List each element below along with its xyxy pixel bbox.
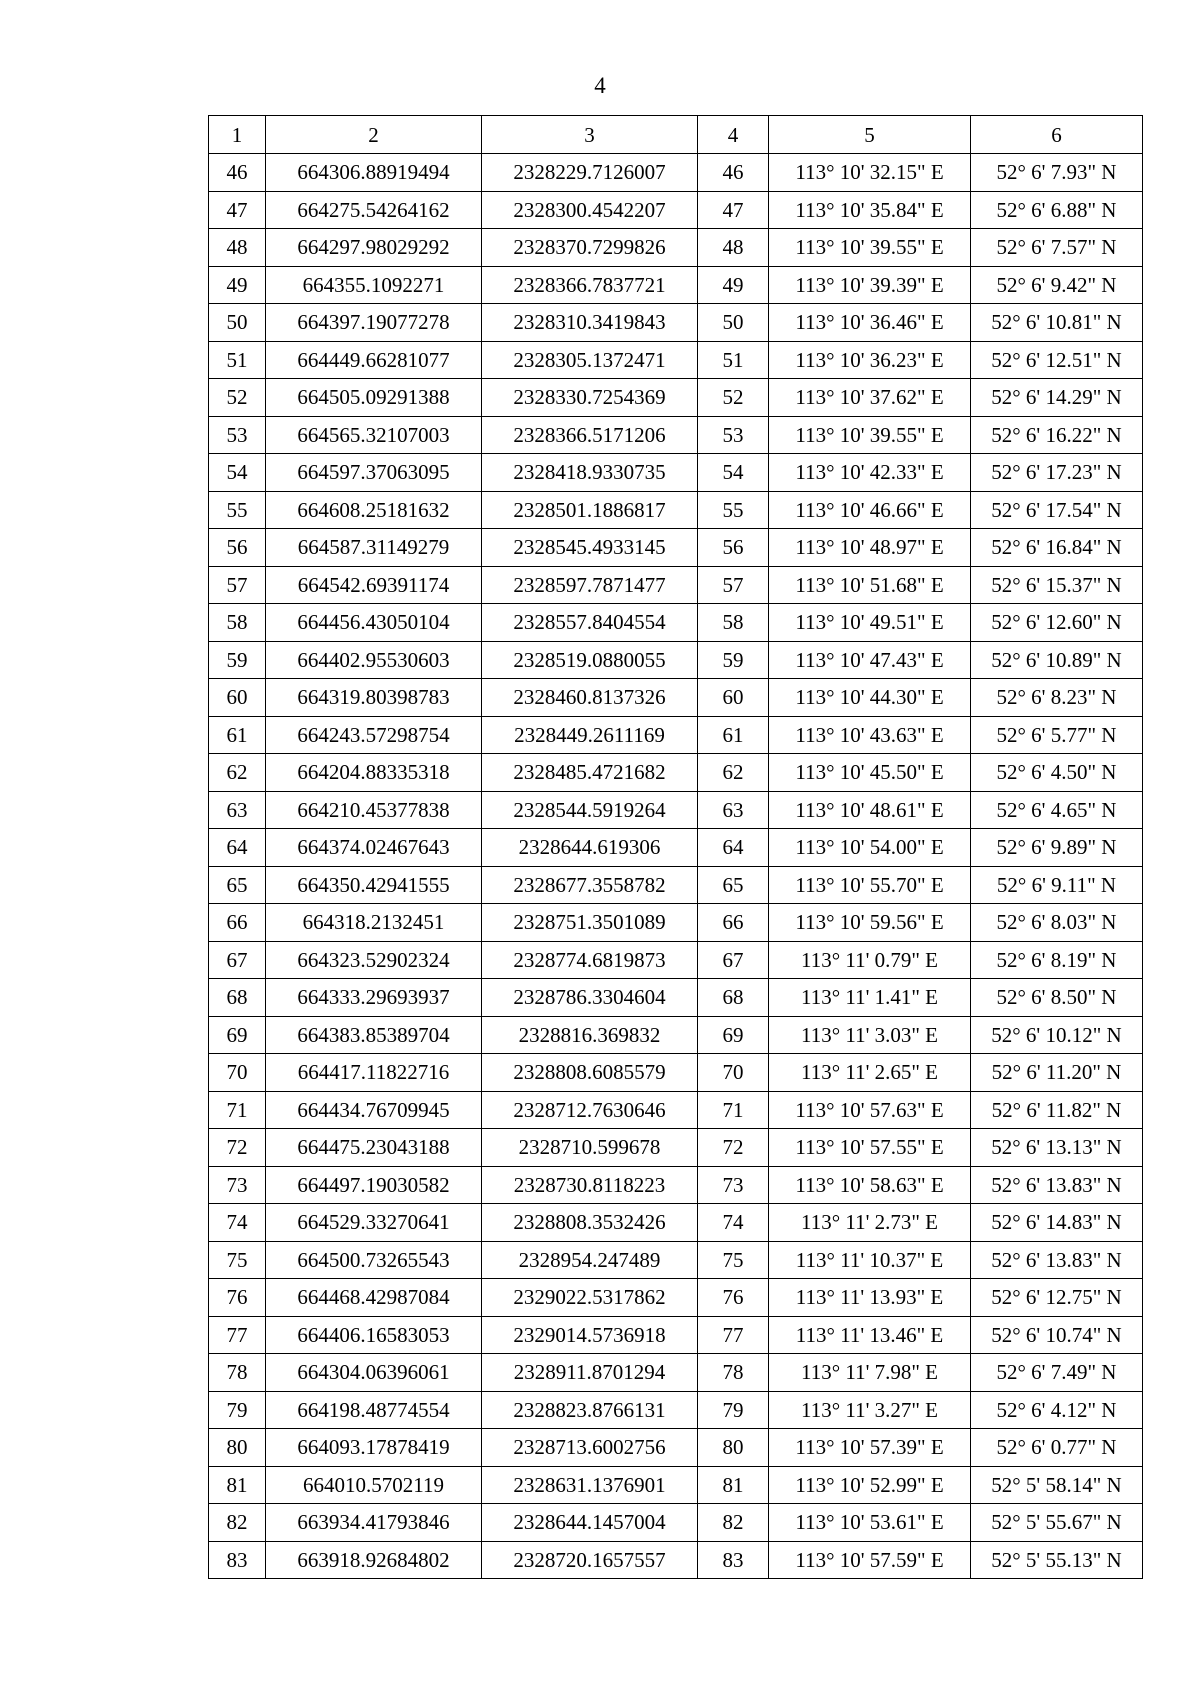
- point-number-cell: 75: [209, 1241, 266, 1279]
- x-coordinate-cell: 664500.73265543: [266, 1241, 482, 1279]
- x-coordinate-cell: 664597.37063095: [266, 454, 482, 492]
- longitude-cell: 113° 10' 57.39" E: [769, 1429, 971, 1467]
- table-row: [209, 1279, 1143, 1317]
- point-number-cell: 67: [698, 941, 769, 979]
- longitude-cell: 113° 11' 3.27" E: [769, 1391, 971, 1429]
- point-number-cell: 72: [209, 1129, 266, 1167]
- point-number-cell: 81: [209, 1466, 266, 1504]
- point-number-cell: 58: [698, 604, 769, 642]
- longitude-cell: 113° 10' 37.62" E: [769, 379, 971, 417]
- x-coordinate-cell: 664587.31149279: [266, 529, 482, 567]
- y-coordinate-cell: 2328730.8118223: [482, 1166, 698, 1204]
- table-row: [209, 529, 1143, 567]
- table-row: [209, 679, 1143, 717]
- point-number-cell: 54: [209, 454, 266, 492]
- longitude-cell: 113° 10' 47.43" E: [769, 641, 971, 679]
- point-number-cell: 76: [698, 1279, 769, 1317]
- x-coordinate-cell: 664565.32107003: [266, 416, 482, 454]
- latitude-cell: 52° 6' 4.12" N: [971, 1391, 1143, 1429]
- table-row: [209, 379, 1143, 417]
- point-number-cell: 68: [698, 979, 769, 1017]
- column-header: 2: [266, 116, 482, 154]
- latitude-cell: 52° 6' 8.23" N: [971, 679, 1143, 717]
- point-number-cell: 66: [209, 904, 266, 942]
- latitude-cell: 52° 6' 10.74" N: [971, 1316, 1143, 1354]
- table-row: [209, 1241, 1143, 1279]
- y-coordinate-cell: 2328823.8766131: [482, 1391, 698, 1429]
- latitude-cell: 52° 6' 16.84" N: [971, 529, 1143, 567]
- point-number-cell: 72: [698, 1129, 769, 1167]
- point-number-cell: 61: [209, 716, 266, 754]
- point-number-cell: 65: [698, 866, 769, 904]
- y-coordinate-cell: 2328449.2611169: [482, 716, 698, 754]
- point-number-cell: 76: [209, 1279, 266, 1317]
- longitude-cell: 113° 10' 35.84" E: [769, 191, 971, 229]
- page-number: 4: [594, 73, 606, 98]
- x-coordinate-cell: 664434.76709945: [266, 1091, 482, 1129]
- x-coordinate-cell: 664093.17878419: [266, 1429, 482, 1467]
- point-number-cell: 48: [698, 229, 769, 267]
- point-number-cell: 63: [698, 791, 769, 829]
- latitude-cell: 52° 6' 16.22" N: [971, 416, 1143, 454]
- point-number-cell: 82: [209, 1504, 266, 1542]
- x-coordinate-cell: 664374.02467643: [266, 829, 482, 867]
- point-number-cell: 46: [698, 154, 769, 192]
- longitude-cell: 113° 10' 48.97" E: [769, 529, 971, 567]
- y-coordinate-cell: 2328366.7837721: [482, 266, 698, 304]
- x-coordinate-cell: 664456.43050104: [266, 604, 482, 642]
- table-header-row: [209, 116, 1143, 154]
- table-row: [209, 1016, 1143, 1054]
- longitude-cell: 113° 10' 52.99" E: [769, 1466, 971, 1504]
- latitude-cell: 52° 6' 7.57" N: [971, 229, 1143, 267]
- x-coordinate-cell: 664497.19030582: [266, 1166, 482, 1204]
- table-row: [209, 716, 1143, 754]
- point-number-cell: 55: [209, 491, 266, 529]
- table-row: [209, 1466, 1143, 1504]
- longitude-cell: 113° 10' 43.63" E: [769, 716, 971, 754]
- y-coordinate-cell: 2328519.0880055: [482, 641, 698, 679]
- latitude-cell: 52° 6' 6.88" N: [971, 191, 1143, 229]
- x-coordinate-cell: 663934.41793846: [266, 1504, 482, 1542]
- longitude-cell: 113° 10' 39.55" E: [769, 229, 971, 267]
- point-number-cell: 49: [209, 266, 266, 304]
- x-coordinate-cell: 664323.52902324: [266, 941, 482, 979]
- latitude-cell: 52° 6' 7.49" N: [971, 1354, 1143, 1392]
- table-row: [209, 1054, 1143, 1092]
- table-row: [209, 566, 1143, 604]
- point-number-cell: 52: [698, 379, 769, 417]
- longitude-cell: 113° 10' 48.61" E: [769, 791, 971, 829]
- y-coordinate-cell: 2328557.8404554: [482, 604, 698, 642]
- x-coordinate-cell: 664449.66281077: [266, 341, 482, 379]
- point-number-cell: 74: [209, 1204, 266, 1242]
- latitude-cell: 52° 6' 13.83" N: [971, 1241, 1143, 1279]
- point-number-cell: 70: [698, 1054, 769, 1092]
- latitude-cell: 52° 6' 4.50" N: [971, 754, 1143, 792]
- y-coordinate-cell: 2328954.247489: [482, 1241, 698, 1279]
- x-coordinate-cell: 664397.19077278: [266, 304, 482, 342]
- point-number-cell: 82: [698, 1504, 769, 1542]
- x-coordinate-cell: 664210.45377838: [266, 791, 482, 829]
- y-coordinate-cell: 2328712.7630646: [482, 1091, 698, 1129]
- latitude-cell: 52° 6' 7.93" N: [971, 154, 1143, 192]
- table-row: [209, 1166, 1143, 1204]
- longitude-cell: 113° 11' 2.65" E: [769, 1054, 971, 1092]
- longitude-cell: 113° 10' 46.66" E: [769, 491, 971, 529]
- y-coordinate-cell: 2328911.8701294: [482, 1354, 698, 1392]
- table-row: [209, 1204, 1143, 1242]
- x-coordinate-cell: 663918.92684802: [266, 1541, 482, 1579]
- y-coordinate-cell: 2329014.5736918: [482, 1316, 698, 1354]
- table-row: [209, 1091, 1143, 1129]
- point-number-cell: 73: [209, 1166, 266, 1204]
- latitude-cell: 52° 5' 55.67" N: [971, 1504, 1143, 1542]
- longitude-cell: 113° 10' 44.30" E: [769, 679, 971, 717]
- point-number-cell: 63: [209, 791, 266, 829]
- point-number-cell: 46: [209, 154, 266, 192]
- latitude-cell: 52° 6' 17.54" N: [971, 491, 1143, 529]
- x-coordinate-cell: 664198.48774554: [266, 1391, 482, 1429]
- x-coordinate-cell: 664529.33270641: [266, 1204, 482, 1242]
- point-number-cell: 80: [209, 1429, 266, 1467]
- longitude-cell: 113° 10' 39.55" E: [769, 416, 971, 454]
- latitude-cell: 52° 6' 10.81" N: [971, 304, 1143, 342]
- longitude-cell: 113° 10' 58.63" E: [769, 1166, 971, 1204]
- column-header: 6: [971, 116, 1143, 154]
- latitude-cell: 52° 6' 11.82" N: [971, 1091, 1143, 1129]
- longitude-cell: 113° 10' 53.61" E: [769, 1504, 971, 1542]
- y-coordinate-cell: 2328366.5171206: [482, 416, 698, 454]
- point-number-cell: 62: [209, 754, 266, 792]
- point-number-cell: 83: [209, 1541, 266, 1579]
- y-coordinate-cell: 2328677.3558782: [482, 866, 698, 904]
- longitude-cell: 113° 11' 2.73" E: [769, 1204, 971, 1242]
- y-coordinate-cell: 2328774.6819873: [482, 941, 698, 979]
- point-number-cell: 57: [698, 566, 769, 604]
- point-number-cell: 50: [698, 304, 769, 342]
- longitude-cell: 113° 10' 42.33" E: [769, 454, 971, 492]
- y-coordinate-cell: 2328545.4933145: [482, 529, 698, 567]
- point-number-cell: 59: [698, 641, 769, 679]
- point-number-cell: 77: [698, 1316, 769, 1354]
- x-coordinate-cell: 664542.69391174: [266, 566, 482, 604]
- longitude-cell: 113° 11' 13.93" E: [769, 1279, 971, 1317]
- point-number-cell: 55: [698, 491, 769, 529]
- point-number-cell: 57: [209, 566, 266, 604]
- point-number-cell: 68: [209, 979, 266, 1017]
- table-row: [209, 1316, 1143, 1354]
- coordinates-table: [208, 115, 1143, 1579]
- table-row: [209, 866, 1143, 904]
- longitude-cell: 113° 10' 36.23" E: [769, 341, 971, 379]
- point-number-cell: 81: [698, 1466, 769, 1504]
- point-number-cell: 48: [209, 229, 266, 267]
- point-number-cell: 47: [209, 191, 266, 229]
- table-row: [209, 754, 1143, 792]
- table-row: [209, 604, 1143, 642]
- point-number-cell: 70: [209, 1054, 266, 1092]
- x-coordinate-cell: 664383.85389704: [266, 1016, 482, 1054]
- longitude-cell: 113° 11' 10.37" E: [769, 1241, 971, 1279]
- x-coordinate-cell: 664355.1092271: [266, 266, 482, 304]
- y-coordinate-cell: 2328644.619306: [482, 829, 698, 867]
- longitude-cell: 113° 10' 55.70" E: [769, 866, 971, 904]
- latitude-cell: 52° 6' 9.89" N: [971, 829, 1143, 867]
- x-coordinate-cell: 664318.2132451: [266, 904, 482, 942]
- latitude-cell: 52° 6' 11.20" N: [971, 1054, 1143, 1092]
- x-coordinate-cell: 664010.5702119: [266, 1466, 482, 1504]
- column-header: 1: [209, 116, 266, 154]
- longitude-cell: 113° 10' 59.56" E: [769, 904, 971, 942]
- y-coordinate-cell: 2328720.1657557: [482, 1541, 698, 1579]
- point-number-cell: 78: [209, 1354, 266, 1392]
- longitude-cell: 113° 10' 51.68" E: [769, 566, 971, 604]
- point-number-cell: 67: [209, 941, 266, 979]
- table-row: [209, 1391, 1143, 1429]
- x-coordinate-cell: 664468.42987084: [266, 1279, 482, 1317]
- y-coordinate-cell: 2328710.599678: [482, 1129, 698, 1167]
- y-coordinate-cell: 2328751.3501089: [482, 904, 698, 942]
- y-coordinate-cell: 2328310.3419843: [482, 304, 698, 342]
- table-row: [209, 454, 1143, 492]
- point-number-cell: 54: [698, 454, 769, 492]
- table-row: [209, 304, 1143, 342]
- y-coordinate-cell: 2328501.1886817: [482, 491, 698, 529]
- point-number-cell: 47: [698, 191, 769, 229]
- x-coordinate-cell: 664505.09291388: [266, 379, 482, 417]
- table-row: [209, 829, 1143, 867]
- x-coordinate-cell: 664319.80398783: [266, 679, 482, 717]
- y-coordinate-cell: 2328713.6002756: [482, 1429, 698, 1467]
- y-coordinate-cell: 2328418.9330735: [482, 454, 698, 492]
- point-number-cell: 77: [209, 1316, 266, 1354]
- table-row: [209, 791, 1143, 829]
- longitude-cell: 113° 10' 49.51" E: [769, 604, 971, 642]
- table-row: [209, 416, 1143, 454]
- y-coordinate-cell: 2328644.1457004: [482, 1504, 698, 1542]
- x-coordinate-cell: 664333.29693937: [266, 979, 482, 1017]
- y-coordinate-cell: 2328544.5919264: [482, 791, 698, 829]
- point-number-cell: 83: [698, 1541, 769, 1579]
- latitude-cell: 52° 6' 10.89" N: [971, 641, 1143, 679]
- table-row: [209, 341, 1143, 379]
- point-number-cell: 59: [209, 641, 266, 679]
- latitude-cell: 52° 6' 9.42" N: [971, 266, 1143, 304]
- point-number-cell: 52: [209, 379, 266, 417]
- x-coordinate-cell: 664475.23043188: [266, 1129, 482, 1167]
- x-coordinate-cell: 664306.88919494: [266, 154, 482, 192]
- point-number-cell: 74: [698, 1204, 769, 1242]
- table-row: [209, 904, 1143, 942]
- y-coordinate-cell: 2328808.6085579: [482, 1054, 698, 1092]
- latitude-cell: 52° 6' 0.77" N: [971, 1429, 1143, 1467]
- table-row: [209, 979, 1143, 1017]
- y-coordinate-cell: 2328816.369832: [482, 1016, 698, 1054]
- latitude-cell: 52° 6' 8.19" N: [971, 941, 1143, 979]
- longitude-cell: 113° 10' 32.15" E: [769, 154, 971, 192]
- table-row: [209, 941, 1143, 979]
- point-number-cell: 79: [698, 1391, 769, 1429]
- column-header: 5: [769, 116, 971, 154]
- point-number-cell: 69: [698, 1016, 769, 1054]
- latitude-cell: 52° 6' 5.77" N: [971, 716, 1143, 754]
- point-number-cell: 64: [698, 829, 769, 867]
- point-number-cell: 64: [209, 829, 266, 867]
- longitude-cell: 113° 11' 1.41" E: [769, 979, 971, 1017]
- latitude-cell: 52° 5' 58.14" N: [971, 1466, 1143, 1504]
- x-coordinate-cell: 664297.98029292: [266, 229, 482, 267]
- point-number-cell: 79: [209, 1391, 266, 1429]
- latitude-cell: 52° 6' 12.51" N: [971, 341, 1143, 379]
- y-coordinate-cell: 2328330.7254369: [482, 379, 698, 417]
- y-coordinate-cell: 2328631.1376901: [482, 1466, 698, 1504]
- latitude-cell: 52° 6' 9.11" N: [971, 866, 1143, 904]
- table-row: [209, 154, 1143, 192]
- latitude-cell: 52° 6' 12.60" N: [971, 604, 1143, 642]
- table-row: [209, 1504, 1143, 1542]
- latitude-cell: 52° 6' 14.83" N: [971, 1204, 1143, 1242]
- y-coordinate-cell: 2328370.7299826: [482, 229, 698, 267]
- latitude-cell: 52° 6' 14.29" N: [971, 379, 1143, 417]
- point-number-cell: 75: [698, 1241, 769, 1279]
- longitude-cell: 113° 10' 57.59" E: [769, 1541, 971, 1579]
- latitude-cell: 52° 6' 4.65" N: [971, 791, 1143, 829]
- point-number-cell: 73: [698, 1166, 769, 1204]
- x-coordinate-cell: 664402.95530603: [266, 641, 482, 679]
- table-row: [209, 1354, 1143, 1392]
- latitude-cell: 52° 6' 13.83" N: [971, 1166, 1143, 1204]
- y-coordinate-cell: 2328300.4542207: [482, 191, 698, 229]
- point-number-cell: 62: [698, 754, 769, 792]
- point-number-cell: 53: [698, 416, 769, 454]
- point-number-cell: 65: [209, 866, 266, 904]
- point-number-cell: 51: [209, 341, 266, 379]
- x-coordinate-cell: 664204.88335318: [266, 754, 482, 792]
- point-number-cell: 80: [698, 1429, 769, 1467]
- point-number-cell: 51: [698, 341, 769, 379]
- table-row: [209, 266, 1143, 304]
- x-coordinate-cell: 664406.16583053: [266, 1316, 482, 1354]
- point-number-cell: 58: [209, 604, 266, 642]
- longitude-cell: 113° 10' 45.50" E: [769, 754, 971, 792]
- latitude-cell: 52° 6' 13.13" N: [971, 1129, 1143, 1167]
- table-row: [209, 1541, 1143, 1579]
- table-row: [209, 191, 1143, 229]
- table-row: [209, 1429, 1143, 1467]
- x-coordinate-cell: 664608.25181632: [266, 491, 482, 529]
- latitude-cell: 52° 5' 55.13" N: [971, 1541, 1143, 1579]
- y-coordinate-cell: 2328460.8137326: [482, 679, 698, 717]
- point-number-cell: 66: [698, 904, 769, 942]
- longitude-cell: 113° 10' 36.46" E: [769, 304, 971, 342]
- latitude-cell: 52° 6' 8.50" N: [971, 979, 1143, 1017]
- table-body: [209, 116, 1143, 1579]
- point-number-cell: 50: [209, 304, 266, 342]
- x-coordinate-cell: 664304.06396061: [266, 1354, 482, 1392]
- table-row: [209, 491, 1143, 529]
- longitude-cell: 113° 11' 0.79" E: [769, 941, 971, 979]
- longitude-cell: 113° 11' 7.98" E: [769, 1354, 971, 1392]
- latitude-cell: 52° 6' 12.75" N: [971, 1279, 1143, 1317]
- longitude-cell: 113° 11' 13.46" E: [769, 1316, 971, 1354]
- y-coordinate-cell: 2328229.7126007: [482, 154, 698, 192]
- y-coordinate-cell: 2328597.7871477: [482, 566, 698, 604]
- x-coordinate-cell: 664350.42941555: [266, 866, 482, 904]
- longitude-cell: 113° 10' 39.39" E: [769, 266, 971, 304]
- table-row: [209, 1129, 1143, 1167]
- x-coordinate-cell: 664243.57298754: [266, 716, 482, 754]
- point-number-cell: 60: [698, 679, 769, 717]
- point-number-cell: 71: [698, 1091, 769, 1129]
- table-row: [209, 229, 1143, 267]
- point-number-cell: 71: [209, 1091, 266, 1129]
- latitude-cell: 52° 6' 10.12" N: [971, 1016, 1143, 1054]
- longitude-cell: 113° 10' 54.00" E: [769, 829, 971, 867]
- point-number-cell: 61: [698, 716, 769, 754]
- table-row: [209, 641, 1143, 679]
- y-coordinate-cell: 2328786.3304604: [482, 979, 698, 1017]
- longitude-cell: 113° 11' 3.03" E: [769, 1016, 971, 1054]
- latitude-cell: 52° 6' 8.03" N: [971, 904, 1143, 942]
- latitude-cell: 52° 6' 17.23" N: [971, 454, 1143, 492]
- point-number-cell: 69: [209, 1016, 266, 1054]
- x-coordinate-cell: 664275.54264162: [266, 191, 482, 229]
- y-coordinate-cell: 2329022.5317862: [482, 1279, 698, 1317]
- latitude-cell: 52° 6' 15.37" N: [971, 566, 1143, 604]
- x-coordinate-cell: 664417.11822716: [266, 1054, 482, 1092]
- y-coordinate-cell: 2328305.1372471: [482, 341, 698, 379]
- column-header: 4: [698, 116, 769, 154]
- point-number-cell: 60: [209, 679, 266, 717]
- point-number-cell: 56: [698, 529, 769, 567]
- column-header: 3: [482, 116, 698, 154]
- y-coordinate-cell: 2328808.3532426: [482, 1204, 698, 1242]
- point-number-cell: 56: [209, 529, 266, 567]
- longitude-cell: 113° 10' 57.55" E: [769, 1129, 971, 1167]
- longitude-cell: 113° 10' 57.63" E: [769, 1091, 971, 1129]
- point-number-cell: 49: [698, 266, 769, 304]
- y-coordinate-cell: 2328485.4721682: [482, 754, 698, 792]
- point-number-cell: 78: [698, 1354, 769, 1392]
- point-number-cell: 53: [209, 416, 266, 454]
